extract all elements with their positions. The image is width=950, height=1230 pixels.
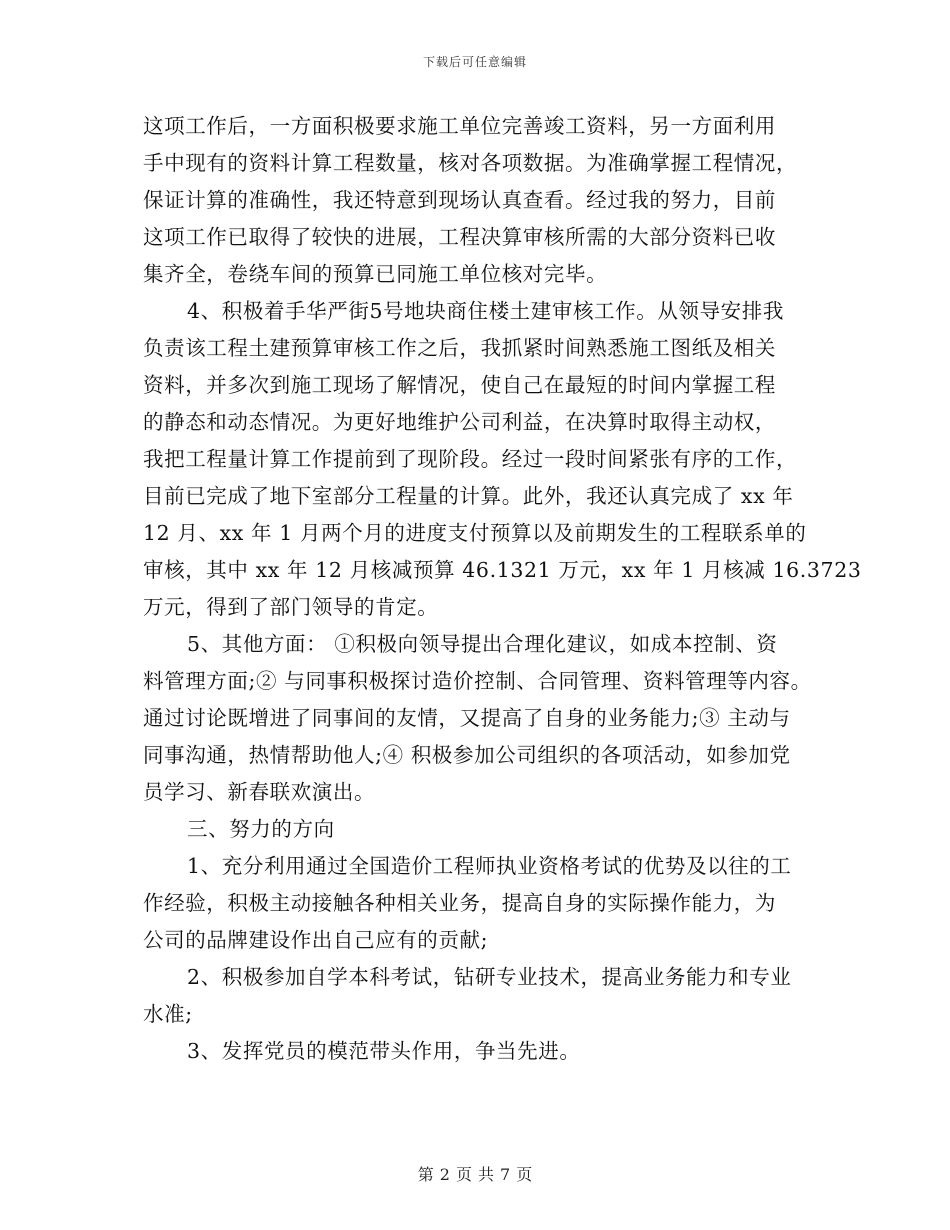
paragraph-line: 4、积极着手华严街5号地块商住楼土建审核工作。从领导安排我	[187, 299, 784, 323]
page-header: 下载后可任意编辑	[422, 55, 527, 69]
total-pages: 7	[500, 1165, 511, 1184]
paragraph-line: 5、其他方面： ①积极向领导提出合理化建议，如成本控制、资	[187, 632, 778, 656]
paragraph-line: 12 月、xx 年 1 月两个月的进度支付预算以及前期发生的工程联系单的	[143, 521, 807, 545]
paragraph-line: 1、充分利用通过全国造价工程师执业资格考试的优势及以往的工	[187, 854, 792, 878]
paragraph-line: 料管理方面;② 与同事积极探讨造价控制、合同管理、资料管理等内容。	[143, 669, 812, 693]
paragraph-line: 审核，其中 xx 年 12 月核减预算 46.1321 万元，xx 年 1 月核减 16.3723	[143, 558, 862, 582]
paragraph-line: 万元，得到了部门领导的肯定。	[143, 595, 439, 619]
paragraph-line: 公司的品牌建设作出自己应有的贡献;	[143, 928, 489, 952]
section-heading: 三、努力的方向	[187, 817, 335, 841]
footer-page-word-2: 页	[516, 1165, 533, 1184]
paragraph-line: 3、发挥党员的模范带头作用，争当先进。	[187, 1039, 581, 1063]
page-number: 2	[439, 1165, 450, 1184]
paragraph-line: 这项工作后，一方面积极要求施工单位完善竣工资料，另一方面利用	[143, 114, 776, 138]
paragraph-line: 2、积极参加自学本科考试，钻研专业技术，提高业务能力和专业	[187, 965, 792, 989]
paragraph-line: 员学习、新春联欢演出。	[143, 780, 376, 804]
page-footer	[0, 1162, 950, 1185]
paragraph-line: 水准;	[143, 1002, 193, 1026]
paragraph-line: 这项工作已取得了较快的进展，工程决算审核所需的大部分资料已收	[143, 225, 776, 249]
paragraph-line: 保证计算的准确性，我还特意到现场认真查看。经过我的努力，目前	[143, 188, 776, 212]
footer-total-prefix: 共	[478, 1165, 495, 1184]
paragraph-line: 同事沟通，热情帮助他人;④ 积极参加公司组织的各项活动，如参加党	[143, 743, 791, 767]
paragraph-line: 目前已完成了地下室部分工程量的计算。此外，我还认真完成了 xx 年	[143, 484, 794, 508]
paragraph-line: 我把工程量计算工作提前到了现阶段。经过一段时间紧张有序的工作，	[143, 447, 798, 471]
paragraph-line: 集齐全，卷绕车间的预算已同施工单位核对完毕。	[143, 262, 608, 286]
paragraph-line: 通过讨论既增进了同事间的友情，又提高了自身的业务能力;③ 主动与	[143, 706, 791, 730]
footer-page-word: 页	[455, 1165, 472, 1184]
paragraph-line: 资料，并多次到施工现场了解情况，使自己在最短的时间内掌握工程	[143, 373, 776, 397]
paragraph-line: 负责该工程土建预算审核工作之后，我抓紧时间熟悉施工图纸及相关	[143, 336, 776, 360]
paragraph-line: 手中现有的资料计算工程数量，核对各项数据。为准确掌握工程情况，	[143, 151, 798, 175]
footer-prefix: 第	[417, 1165, 434, 1184]
paragraph-line: 作经验，积极主动接触各种相关业务，提高自身的实际操作能力，为	[143, 891, 776, 915]
paragraph-line: 的静态和动态情况。为更好地维护公司利益，在决算时取得主动权，	[143, 410, 776, 434]
